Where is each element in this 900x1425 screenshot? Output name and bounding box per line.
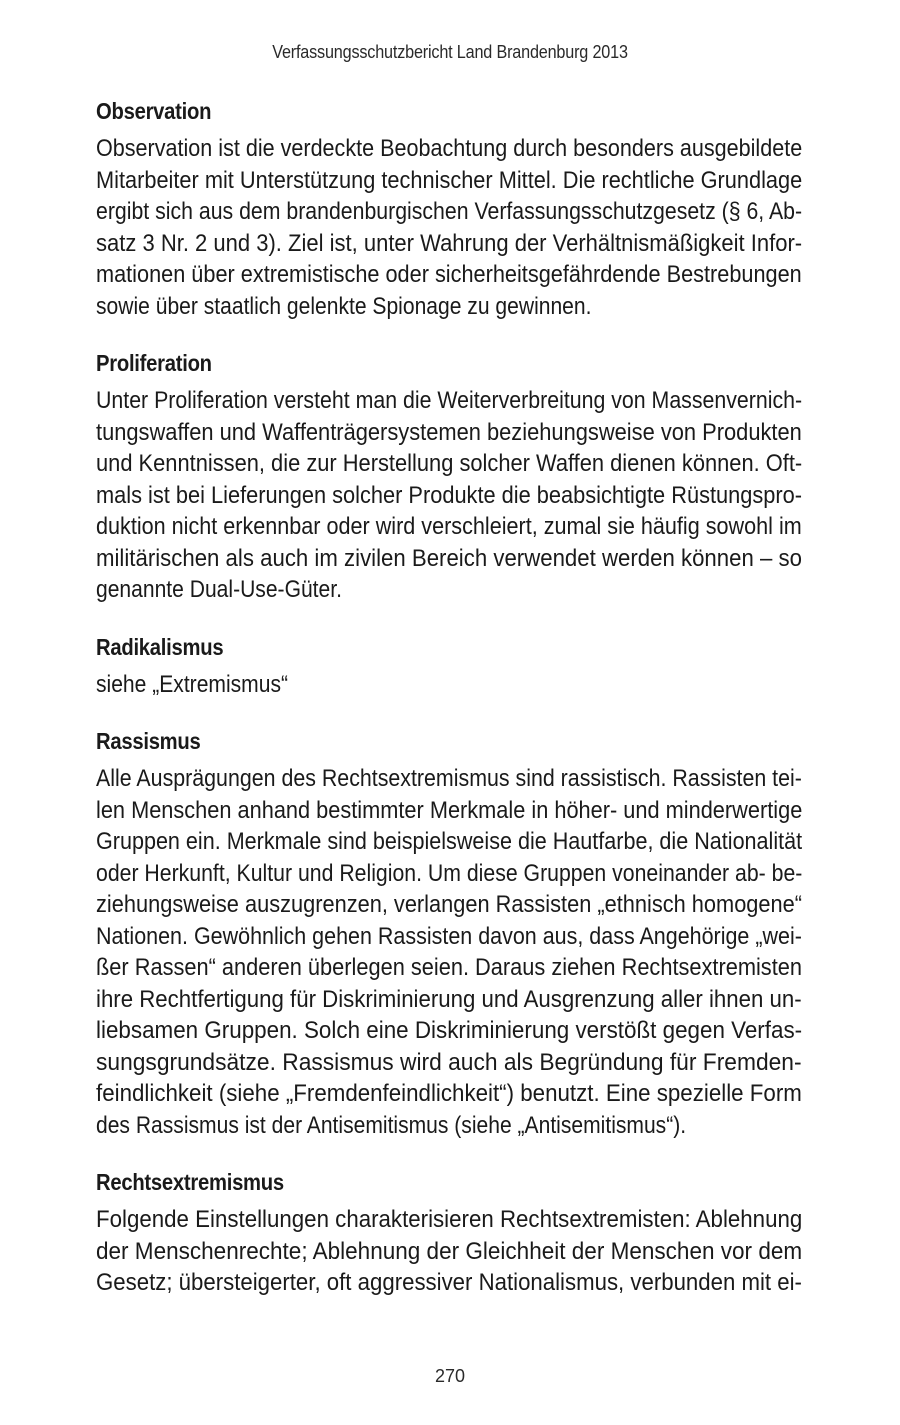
text-line-content: genannte Dual-Use-Güter. bbox=[96, 576, 342, 603]
text-line-content: Mitarbeiter mit Unterstützung technischer Mittel. Die rechtliche Grundlage bbox=[96, 166, 803, 194]
text-line bbox=[96, 1267, 802, 1299]
entry-heading: Observation bbox=[96, 98, 212, 124]
text-line-content: der Menschenrechte; Ablehnung der Gleichheit der Menschen vor dem bbox=[96, 1237, 803, 1265]
glossary-entry-radikalismus bbox=[96, 632, 802, 701]
text-line bbox=[96, 385, 802, 417]
text-line bbox=[96, 921, 802, 953]
text-line-content: ziehungsweise auszugrenzen, verlangen Rassisten „ethnisch homogene“ bbox=[96, 891, 803, 918]
text-line bbox=[96, 133, 802, 165]
glossary-entry-proliferation bbox=[96, 348, 802, 606]
text-line bbox=[96, 417, 802, 449]
text-line-content: siehe „Extremismus“ bbox=[96, 670, 289, 698]
text-line-content: ihre Rechtfertigung für Diskriminierung und Ausgrenzung aller ihnen un- bbox=[96, 985, 802, 1013]
text-line bbox=[96, 1110, 802, 1142]
entry-heading: Rassismus bbox=[96, 728, 201, 754]
text-line bbox=[96, 291, 802, 323]
text-line-content: Gesetz; übersteigerter, oft aggressiver Nationalismus, verbunden mit ei- bbox=[96, 1269, 802, 1296]
text-line-content: feindlichkeit (siehe „Fremdenfeindlichkeit“) benutzt. Eine spezielle Form bbox=[96, 1080, 802, 1107]
entry-heading: Rechtsextremismus bbox=[96, 1169, 284, 1195]
text-line bbox=[96, 1204, 802, 1236]
glossary-entry-observation bbox=[96, 96, 802, 322]
running-header: Verfassungsschutzbericht Land Brandenburg 2013 bbox=[272, 42, 628, 62]
text-line-content: und Kenntnissen, die zur Herstellung solcher Waffen dienen können. Oft- bbox=[96, 450, 803, 477]
text-line-content: Alle Ausprägungen des Rechtsextremismus sind rassistisch. Rassisten tei- bbox=[96, 765, 802, 792]
entry-heading: Proliferation bbox=[96, 350, 212, 376]
text-line-content: Folgende Einstellungen charakterisieren Rechtsextremisten: Ablehnung bbox=[96, 1206, 803, 1233]
text-line-content: ergibt sich aus dem brandenburgischen Verfassungsschutzgesetz (§ 6, Ab- bbox=[96, 198, 803, 225]
text-line bbox=[96, 448, 802, 480]
text-line bbox=[96, 1015, 802, 1047]
text-line-content: tungswaffen und Waffenträgersystemen beziehungsweise von Produkten bbox=[96, 418, 802, 446]
text-line bbox=[96, 1047, 802, 1079]
text-line bbox=[96, 480, 802, 512]
text-line-content: ßer Rassen“ anderen überlegen seien. Daraus ziehen Rechtsextremisten bbox=[96, 954, 802, 981]
text-line-content: Observation ist die verdeckte Beobachtung durch besonders ausgebildete bbox=[96, 135, 803, 162]
text-line-content: len Menschen anhand bestimmter Merkmale in höher- und minderwertige bbox=[96, 796, 803, 824]
text-line-content: sowie über staatlich gelenkte Spionage zu gewinnen. bbox=[96, 292, 592, 320]
text-line bbox=[96, 259, 802, 291]
text-line-content: mationen über extremistische oder sicherheitsgefährdende Bestrebungen bbox=[96, 261, 802, 288]
text-line-content: militärischen als auch im zivilen Bereich verwendet werden können – so bbox=[96, 544, 802, 572]
text-line bbox=[96, 858, 802, 890]
text-line bbox=[96, 511, 802, 543]
text-line bbox=[96, 1078, 802, 1110]
text-line-content: duktion nicht erkennbar oder wird verschleiert, zumal sie häufig sowohl im bbox=[96, 513, 802, 540]
glossary-content bbox=[96, 96, 802, 1325]
text-line bbox=[96, 889, 802, 921]
cross-reference bbox=[96, 669, 802, 701]
text-line bbox=[96, 1236, 802, 1268]
text-line bbox=[96, 574, 802, 606]
text-line bbox=[96, 228, 802, 260]
text-line bbox=[96, 196, 802, 228]
glossary-entry-rassismus bbox=[96, 726, 802, 1141]
page-number: 270 bbox=[434, 1366, 466, 1386]
text-line bbox=[96, 952, 802, 984]
text-line-content: mals ist bei Lieferungen solcher Produkte die beabsichtigte Rüstungspro- bbox=[96, 481, 803, 509]
text-line bbox=[96, 543, 802, 575]
text-line-content: sungsgrundsätze. Rassismus wird auch als Begründung für Fremden- bbox=[96, 1048, 802, 1076]
text-line-content: oder Herkunft, Kultur und Religion. Um diese Gruppen voneinander ab- be- bbox=[96, 859, 803, 887]
glossary-entry-rechtsextremismus bbox=[96, 1167, 802, 1299]
entry-heading: Radikalismus bbox=[96, 633, 224, 660]
text-line bbox=[96, 763, 802, 795]
text-line-content: satz 3 Nr. 2 und 3). Ziel ist, unter Wahrung der Verhältnismäßigkeit Infor- bbox=[96, 229, 803, 257]
text-line-content: des Rassismus ist der Antisemitismus (siehe „Antisemitismus“). bbox=[96, 1111, 687, 1139]
text-line-content: Nationen. Gewöhnlich gehen Rassisten davon aus, dass Angehörige „wei- bbox=[96, 922, 802, 950]
text-line bbox=[96, 984, 802, 1016]
text-line-content: Unter Proliferation versteht man die Weiterverbreitung von Massenvernich- bbox=[96, 387, 803, 414]
text-line-content: Gruppen ein. Merkmale sind beispielsweise die Hautfarbe, die Nationalität bbox=[96, 828, 803, 855]
text-line bbox=[96, 165, 802, 197]
text-line bbox=[96, 795, 802, 827]
text-line-content: liebsamen Gruppen. Solch eine Diskriminierung verstößt gegen Verfas- bbox=[96, 1017, 803, 1044]
text-line bbox=[96, 826, 802, 858]
